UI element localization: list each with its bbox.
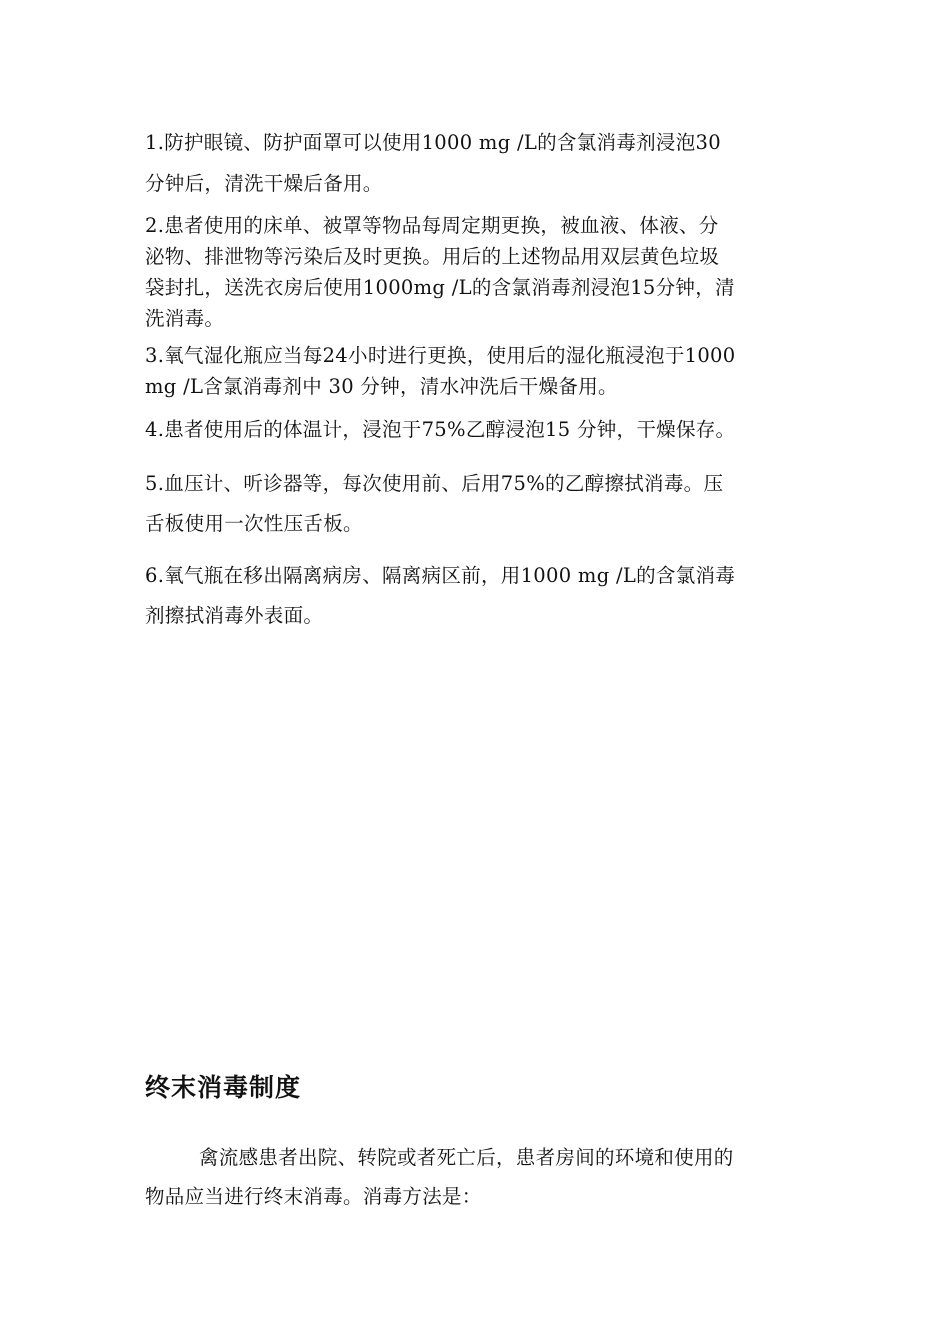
intro-line: 禽流感患者出院、转院或者死亡后，患者房间的环境和使用的 xyxy=(199,1146,734,1169)
list-item-line: 分钟后，清洗干燥后备用。 xyxy=(145,172,383,195)
intro-line: 物品应当进行终末消毒。消毒方法是： xyxy=(145,1185,482,1208)
list-item-line: 泌物、排泄物等污染后及时更换。用后的上述物品用双层黄色垃圾 xyxy=(145,245,720,268)
list-item-line: 4.患者使用后的体温计，浸泡于75%乙醇浸泡15 分钟，干燥保存。 xyxy=(145,418,736,441)
list-item-line: 3.氧气湿化瓶应当每24小时进行更换，使用后的湿化瓶浸泡于1000 xyxy=(145,344,736,367)
list-item-line: 5.血压计、听诊器等，每次使用前、后用75%的乙醇擦拭消毒。压 xyxy=(145,472,724,495)
list-item-line: 剂擦拭消毒外表面。 xyxy=(145,604,324,627)
list-item-5 xyxy=(145,464,811,544)
list-item-3 xyxy=(145,340,811,402)
list-item-6 xyxy=(145,556,811,636)
list-item-4 xyxy=(145,414,811,445)
list-item-line: mg /L含氯消毒剂中 30 分钟，清水冲洗后干燥备用。 xyxy=(145,375,618,398)
list-item-line: 洗消毒。 xyxy=(145,307,225,330)
list-item-line: 舌板使用一次性压舌板。 xyxy=(145,512,363,535)
list-item-line: 1.防护眼镜、防护面罩可以使用1000 mg /L的含氯消毒剂浸泡30 xyxy=(145,131,721,154)
section-title: 终末消毒制度 xyxy=(145,1073,302,1102)
list-item-line: 6.氧气瓶在移出隔离病房、隔离病区前，用1000 mg /L的含氯消毒 xyxy=(145,564,736,587)
list-item-line: 袋封扎，送洗衣房后使用1000mg /L的含氯消毒剂浸泡15分钟，清 xyxy=(145,276,735,299)
list-item-line: 2.患者使用的床单、被罩等物品每周定期更换，被血液、体液、分 xyxy=(145,214,719,237)
list-item-2 xyxy=(145,210,811,334)
intro-paragraph xyxy=(145,1138,811,1216)
list-item-1 xyxy=(145,122,811,204)
